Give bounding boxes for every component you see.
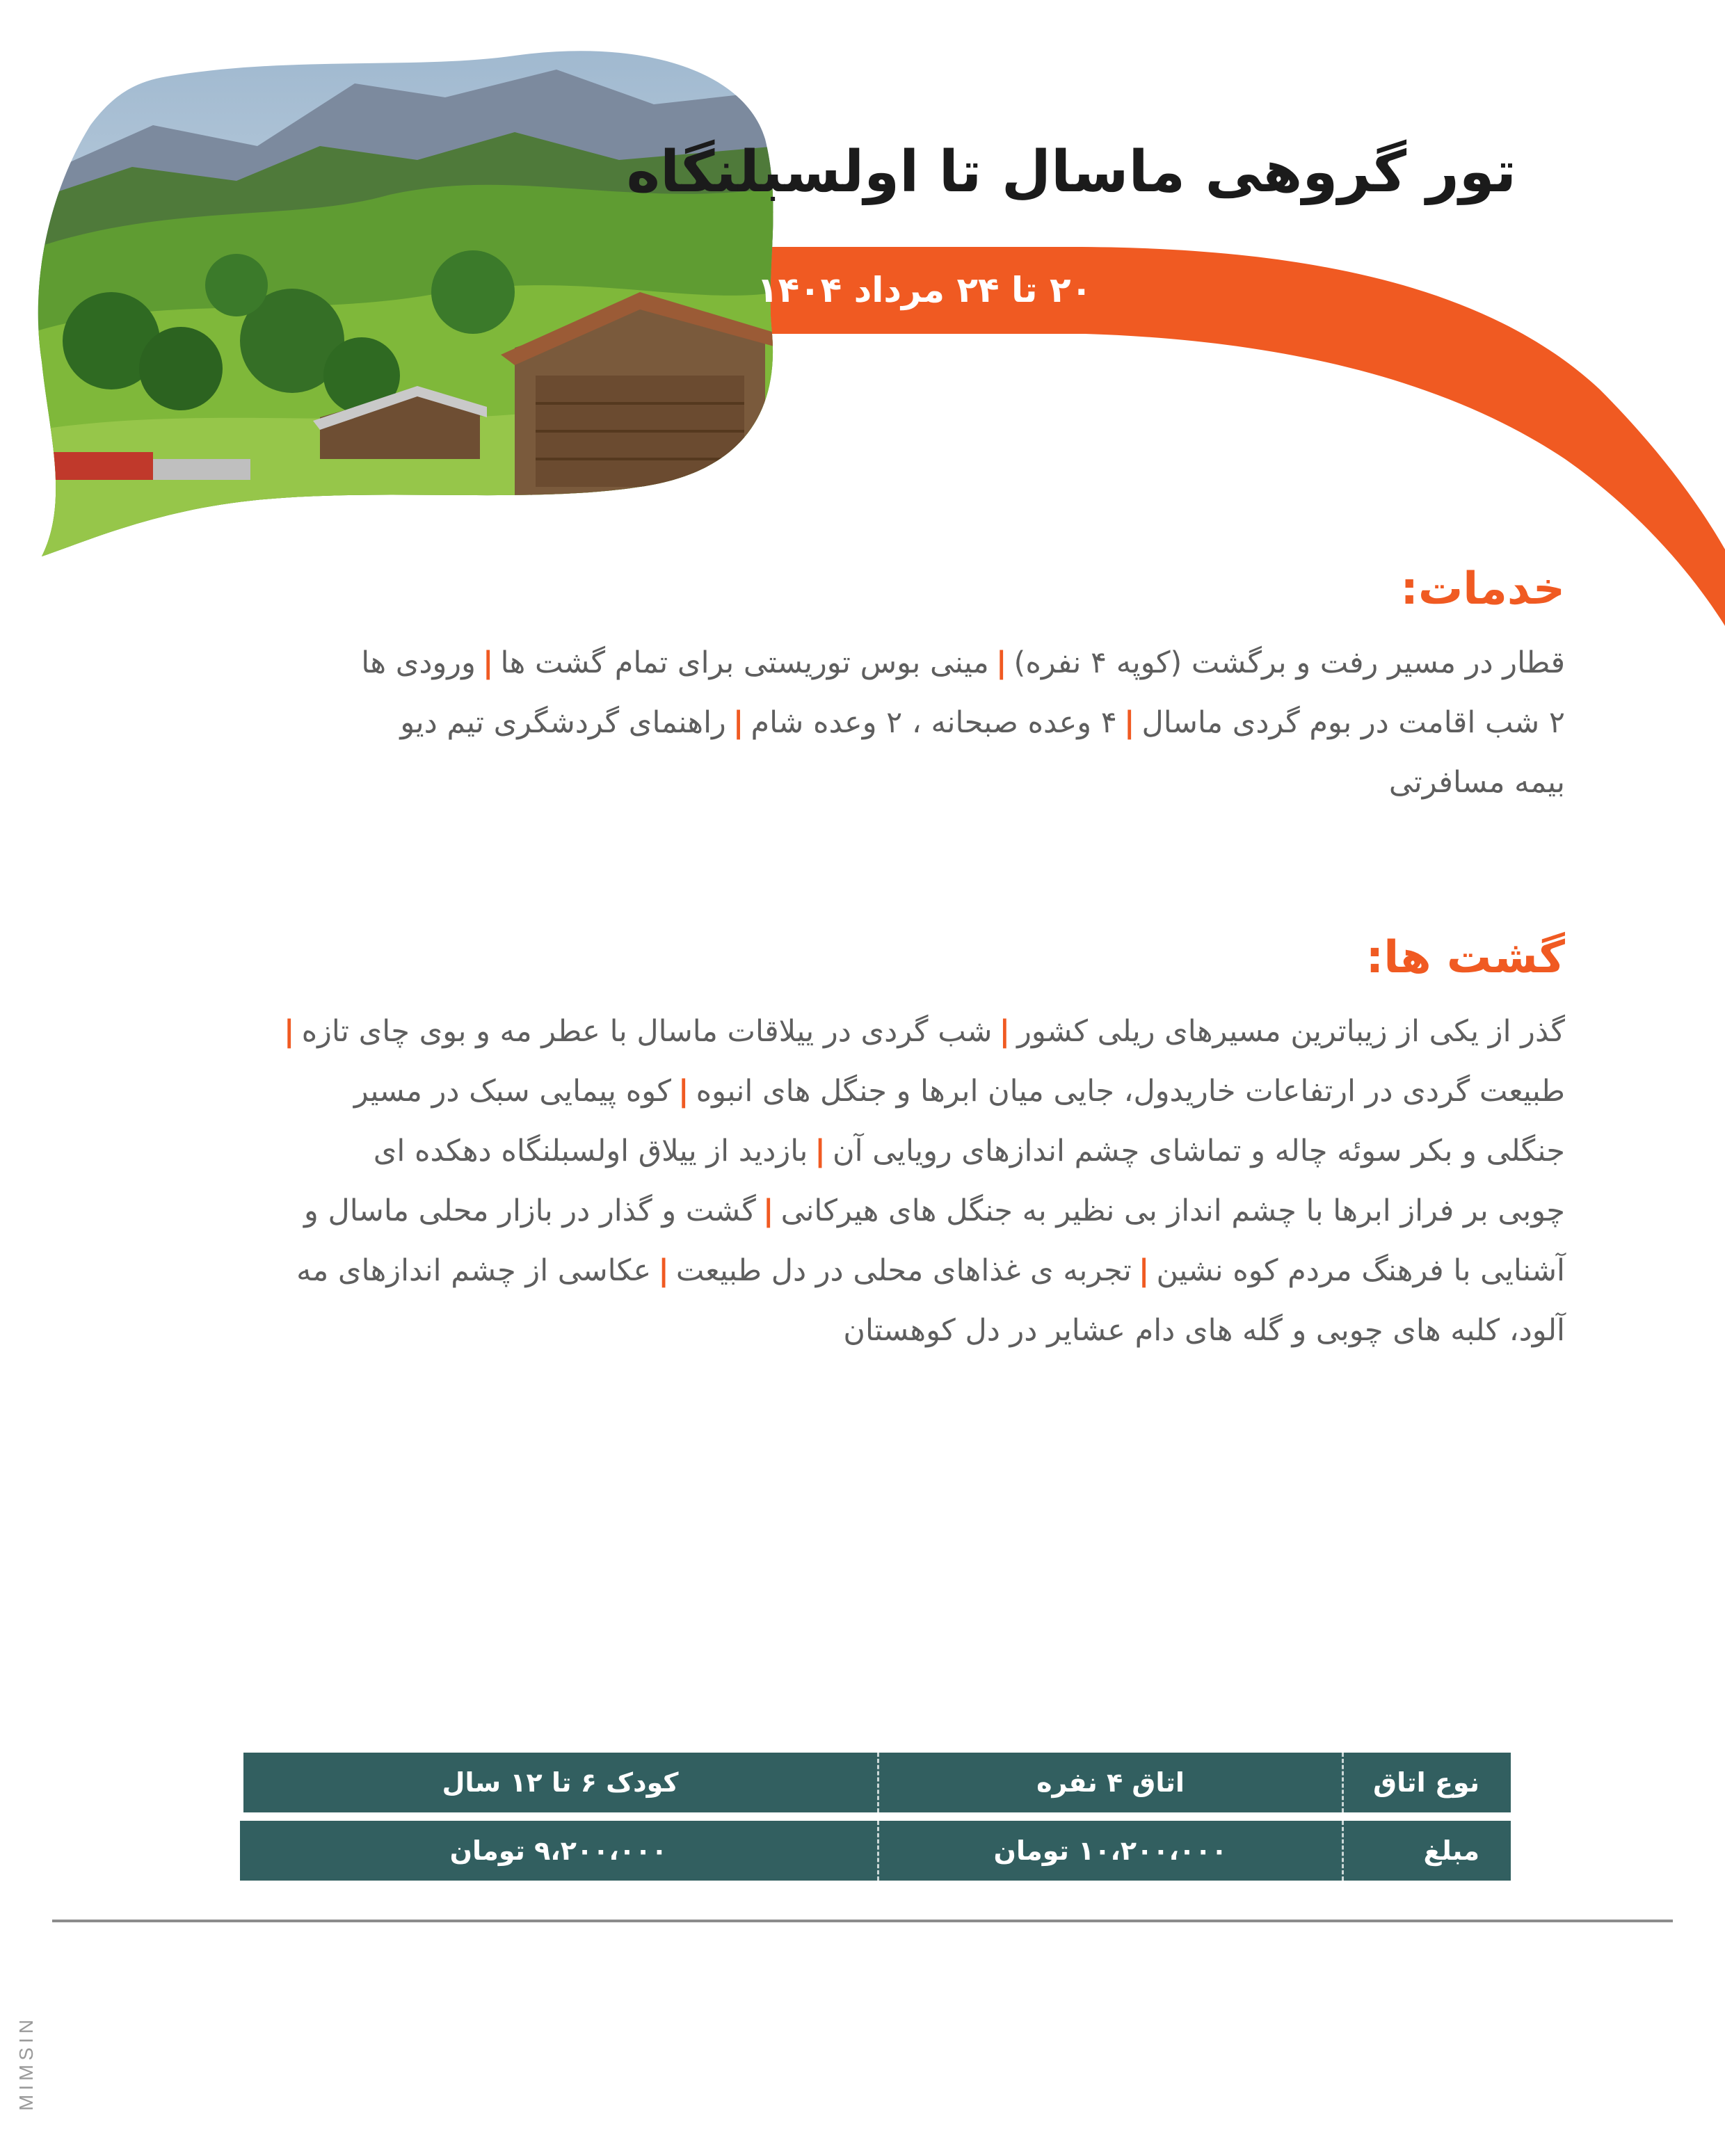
services-heading: خدمات: [1400, 563, 1565, 615]
tours-item: بازدید از ییلاق اولسبلنگاه دهکده ای [373, 1134, 808, 1168]
price-table-child-label: کودک ۶ تا ۱۲ سال [442, 1767, 679, 1798]
tours-item: گشت و گذار در بازار محلی ماسال و [304, 1193, 756, 1228]
tours-line [153, 1121, 1565, 1181]
tours-item: شب گردی در ییلاقات ماسال با عطر مه و بوی چای تازه [301, 1014, 993, 1049]
services-line [153, 633, 1565, 693]
separator-bar: | [677, 1074, 689, 1109]
table-divider [877, 1821, 879, 1881]
services-list [153, 633, 1565, 812]
page-title: تور گروهی ماسال تا اولسبلنگاه [626, 139, 1516, 205]
tour-dates: ۲۰ تا ۲۴ مرداد ۱۴۰۴ [757, 270, 1092, 310]
services-item: ورودی ها [361, 645, 476, 680]
price-table-child-price: ۹،۲۰۰،۰۰۰ تومان [449, 1835, 668, 1866]
tours-item: طبیعت گردی در ارتفاعات خاریدول، جایی میان ابرها و جنگل های انبوه [696, 1074, 1565, 1109]
tours-item: چوبی بر فراز ابرها با چشم انداز بی نظیر به جنگل های هیرکانی [780, 1193, 1565, 1228]
price-table-header-room-type: نوع اتاق [1373, 1767, 1479, 1798]
tours-line [153, 1061, 1565, 1121]
tours-item: عکاسی از چشم اندازهای مه [296, 1253, 652, 1288]
tours-item: آلود، کلبه های چوبی و گله های دام عشایر در دل کوهستان [843, 1313, 1565, 1348]
price-table-header-amount: مبلغ [1423, 1835, 1479, 1866]
tours-list [153, 1001, 1565, 1360]
separator-bar: | [762, 1193, 774, 1228]
separator-bar: | [999, 1014, 1011, 1049]
price-table-room-price: ۱۰،۲۰۰،۰۰۰ تومان [993, 1835, 1228, 1866]
tours-line [153, 1181, 1565, 1241]
separator-bar: | [815, 1134, 826, 1168]
services-item: مینی بوس توریستی برای تمام گشت ها [500, 645, 989, 680]
tours-line [153, 1001, 1565, 1061]
table-divider [877, 1753, 879, 1812]
services-line [153, 693, 1565, 753]
hero-landscape-image [28, 42, 779, 556]
footer-divider [52, 1920, 1673, 1922]
table-divider [1342, 1753, 1344, 1812]
price-table-row-amount [240, 1821, 1511, 1881]
services-item: راهنمای گردشگری تیم دیو [400, 705, 726, 740]
separator-bar: | [1123, 705, 1135, 740]
separator-bar: | [283, 1014, 295, 1049]
separator-bar: | [995, 645, 1007, 680]
tours-item: تجربه ی غذاهای محلی در دل طبیعت [675, 1253, 1132, 1288]
services-item: بیمه مسافرتی [1388, 765, 1565, 800]
brand-watermark: MIMSIN [15, 2015, 37, 2111]
tours-item: کوه پیمایی سبک در مسیر [353, 1074, 671, 1109]
tours-item: گذر از یکی از زیباترین مسیرهای ریلی کشور [1017, 1014, 1565, 1049]
separator-bar: | [732, 705, 744, 740]
separator-bar: | [658, 1253, 669, 1288]
tours-item: جنگلی و بکر سوئه چاله و تماشای چشم اندازهای رویایی آن [833, 1134, 1565, 1168]
services-line [153, 753, 1565, 812]
tours-item: آشنایی با فرهنگ مردم کوه نشین [1156, 1253, 1565, 1288]
tours-line [153, 1301, 1565, 1360]
table-divider [1342, 1821, 1344, 1881]
separator-bar: | [482, 645, 494, 680]
services-item: ۴ وعده صبحانه ، ۲ وعده شام [751, 705, 1117, 740]
tours-line [153, 1241, 1565, 1301]
price-table-row-room-type [243, 1753, 1511, 1812]
tours-heading: گشت ها: [1365, 932, 1565, 983]
services-item: ۲ شب اقامت در بوم گردی ماسال [1141, 705, 1565, 740]
services-item: قطار در مسیر رفت و برگشت (کوپه ۴ نفره) [1013, 645, 1565, 680]
separator-bar: | [1138, 1253, 1150, 1288]
price-table-room-4person: اتاق ۴ نفره [1036, 1767, 1185, 1798]
